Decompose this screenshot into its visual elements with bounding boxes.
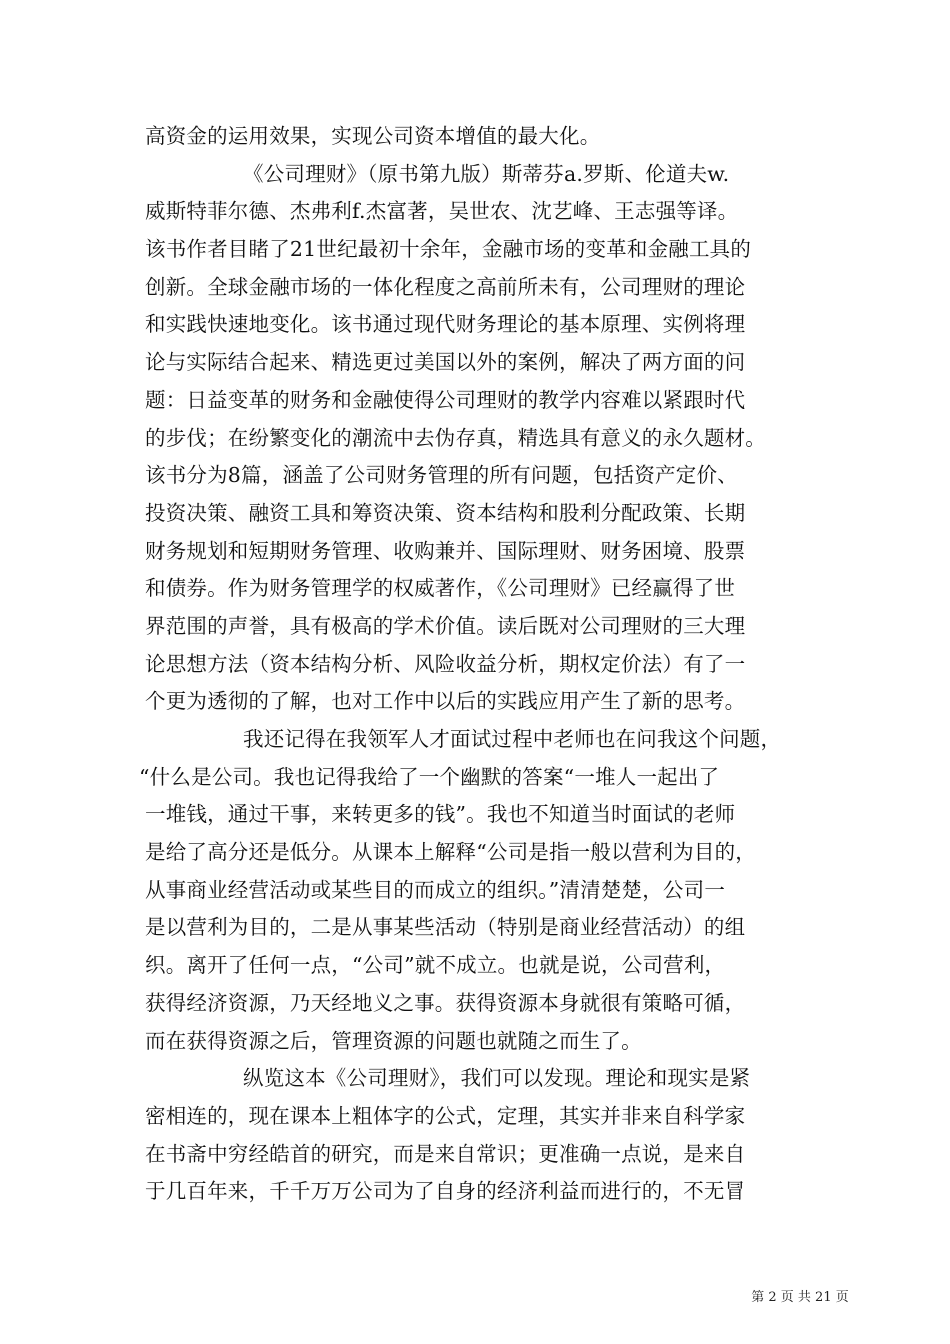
text-line: 于几百年来，千千万万公司为了自身的经济利益而进行的，不无冒: [145, 1179, 746, 1204]
text-line: 纵览这本《公司理财》，我们可以发现。理论和现实是紧: [243, 1066, 751, 1091]
text-line: 《公司理财》（原书第九版）斯蒂芬a.罗斯、伦道夫w.: [243, 161, 730, 186]
text-line: 密相连的，现在课本上粗体字的公式，定理，其实并非来自科学家: [145, 1103, 746, 1128]
text-line: 一堆钱，通过干事，来转更多的钱”。我也不知道当时面试的老师: [145, 802, 736, 827]
text-line: “什么是公司。我也记得我给了一个幽默的答案“一堆人一起出了: [139, 764, 720, 789]
text-line: 个更为透彻的了解，也对工作中以后的实践应用产生了新的思考。: [145, 689, 746, 714]
text-line: 论思想方法（资本结构分析、风险收益分析，期权定价法）有了一: [145, 651, 746, 676]
text-line: 我还记得在我领军人才面试过程中老师也在问我这个问题，: [243, 727, 782, 751]
text-line: 是给了高分还是低分。从课本上解释“公司是指一般以营利为目的，: [145, 840, 756, 865]
text-line: 织。离开了任何一点，“公司”就不成立。也就是说，公司营利，: [145, 953, 726, 978]
text-line: 题：日益变革的财务和金融使得公司理财的教学内容难以紧跟时代: [145, 387, 746, 412]
text-line: 该书分为8篇，涵盖了公司财务管理的所有问题，包括资产定价、: [145, 463, 738, 488]
text-line: 创新。全球金融市场的一体化程度之高前所未有，公司理财的理论: [145, 274, 746, 299]
text-line: 论与实际结合起来、精选更过美国以外的案例，解决了两方面的问: [145, 350, 746, 375]
text-line: 财务规划和短期财务管理、收购兼并、国际理财、财务困境、股票: [145, 538, 746, 563]
text-line: 的步伐；在纷繁变化的潮流中去伪存真，精选具有意义的永久题材。: [145, 425, 766, 450]
text-line: 和债券。作为财务管理学的权威著作，《公司理财》已经赢得了世: [145, 576, 736, 601]
text-line: 从事商业经营活动或某些目的而成立的组织。”清清楚楚，公司一: [145, 877, 726, 902]
text-line: 高资金的运用效果，实现公司资本增值的最大化。: [145, 124, 601, 148]
body-text: [139, 118, 817, 1211]
text-line: 和实践快速地变化。该书通过现代财务理论的基本原理、实例将理: [145, 312, 746, 337]
text-line: 界范围的声誉，具有极高的学术价值。读后既对公司理财的三大理: [145, 613, 746, 638]
text-line: 投资决策、融资工具和筹资决策、资本结构和股利分配政策、长期: [145, 500, 746, 525]
text-line: 该书作者目睹了21世纪最初十余年，金融市场的变革和金融工具的: [145, 237, 752, 262]
text-line: 是以营利为目的，二是从事某些活动（特别是商业经营活动）的组: [145, 915, 746, 940]
text-line: 而在获得资源之后，管理资源的问题也就随之而生了。: [145, 1028, 642, 1053]
text-line: 在书斋中穷经皓首的研究，而是来自常识；更准确一点说，是来自: [145, 1141, 746, 1166]
text-line: 获得经济资源，乃天经地义之事。获得资源本身就很有策略可循，: [145, 990, 746, 1015]
text-line: 威斯特菲尔德、杰弗利f.杰富著，吴世农、沈艺峰、王志强等译。: [145, 199, 739, 224]
page-number: 第 2 页 共 21 页: [751, 1290, 849, 1305]
